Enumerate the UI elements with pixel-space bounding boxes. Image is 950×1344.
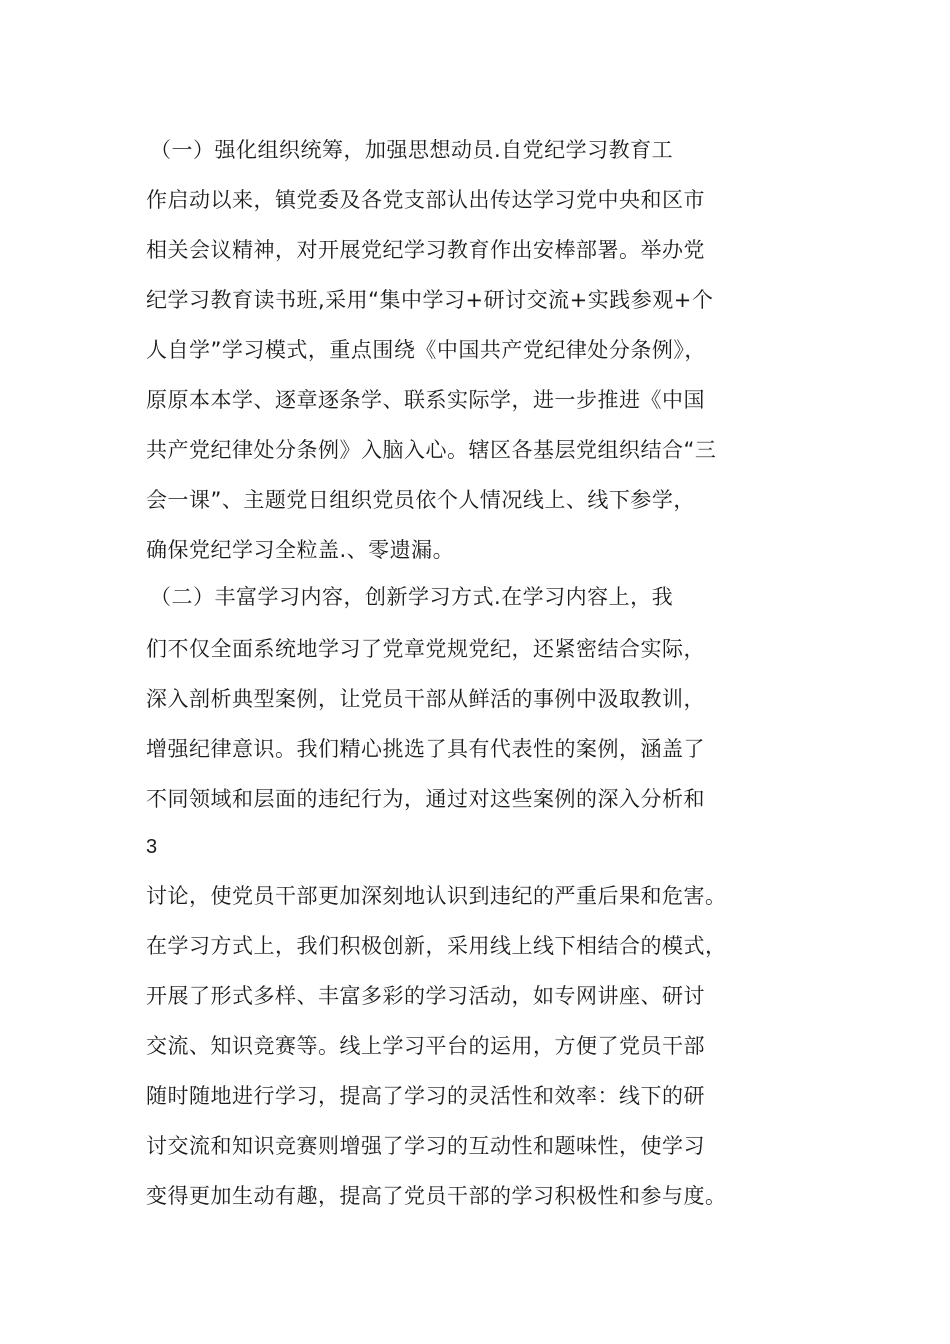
text-line: 不同领域和层面的违纪行为，通过对这些案例的深入分析和 (146, 787, 705, 811)
text-line: 讨交流和知识竞赛则增强了学习的互动性和题味性，使学习 (146, 1134, 705, 1158)
text-line: 开展了形式多样、丰富多彩的学习活动，如专网讲座、研讨 (146, 984, 705, 1008)
section-heading-1: （一）强化组织统筹，加强思想动员.自党纪学习教育工 (150, 138, 674, 162)
text-line: 原原本本学、逐章逐条学、联系实际学，进一步推进《中国 (146, 388, 705, 412)
section-heading-2: （二）丰富学习内容，创新学习方式.在学习内容上，我 (150, 585, 674, 609)
text-line: 人自学”学习模式，重点围绕《中国共产党纪律处分条例》， (146, 338, 706, 362)
text-line: 会一课”、主题党日组织党员依个人情况线上、线下参学， (146, 488, 695, 512)
text-line: 共产党纪律处分条例》入脑入心。辖区各基层党组织结合“三 (146, 438, 717, 462)
text-line: 讨论，使党员干部更加深刻地认识到违纪的严重后果和危害。 (146, 884, 727, 908)
text-line: 确保党纪学习全粒盖.、零遗漏。 (146, 538, 455, 562)
text-line: 随时随地进行学习，提高了学习的灵活性和效率：线下的研 (146, 1084, 705, 1108)
text-line: 作启动以来，镇党委及各党支部认出传达学习党中央和区市 (146, 188, 705, 212)
text-line: 交流、知识竞赛等。线上学习平台的运用，方便了党员干部 (146, 1034, 705, 1058)
text-line: 纪学习教育读书班,采用“集中学习+研讨交流+实践参观+个 (146, 288, 714, 312)
text-line: 变得更加生动有趣，提高了党员干部的学习积极性和参与度。 (146, 1184, 727, 1208)
text-line: 们不仅全面系统地学习了党章党规党纪，还紧密结合实际， (146, 637, 705, 661)
text-line: 深入剖析典型案例，让党员干部从鲜活的事例中汲取教训， (146, 687, 705, 711)
page-number: 3 (146, 836, 158, 858)
text-line: 增强纪律意识。我们精心挑选了具有代表性的案例，涵盖了 (146, 737, 705, 761)
text-line: 相关会议精神，对开展党纪学习教育作出安棒部署。举办党 (146, 238, 705, 262)
text-line: 在学习方式上，我们积极创新，采用线上线下相结合的模式， (146, 934, 727, 958)
